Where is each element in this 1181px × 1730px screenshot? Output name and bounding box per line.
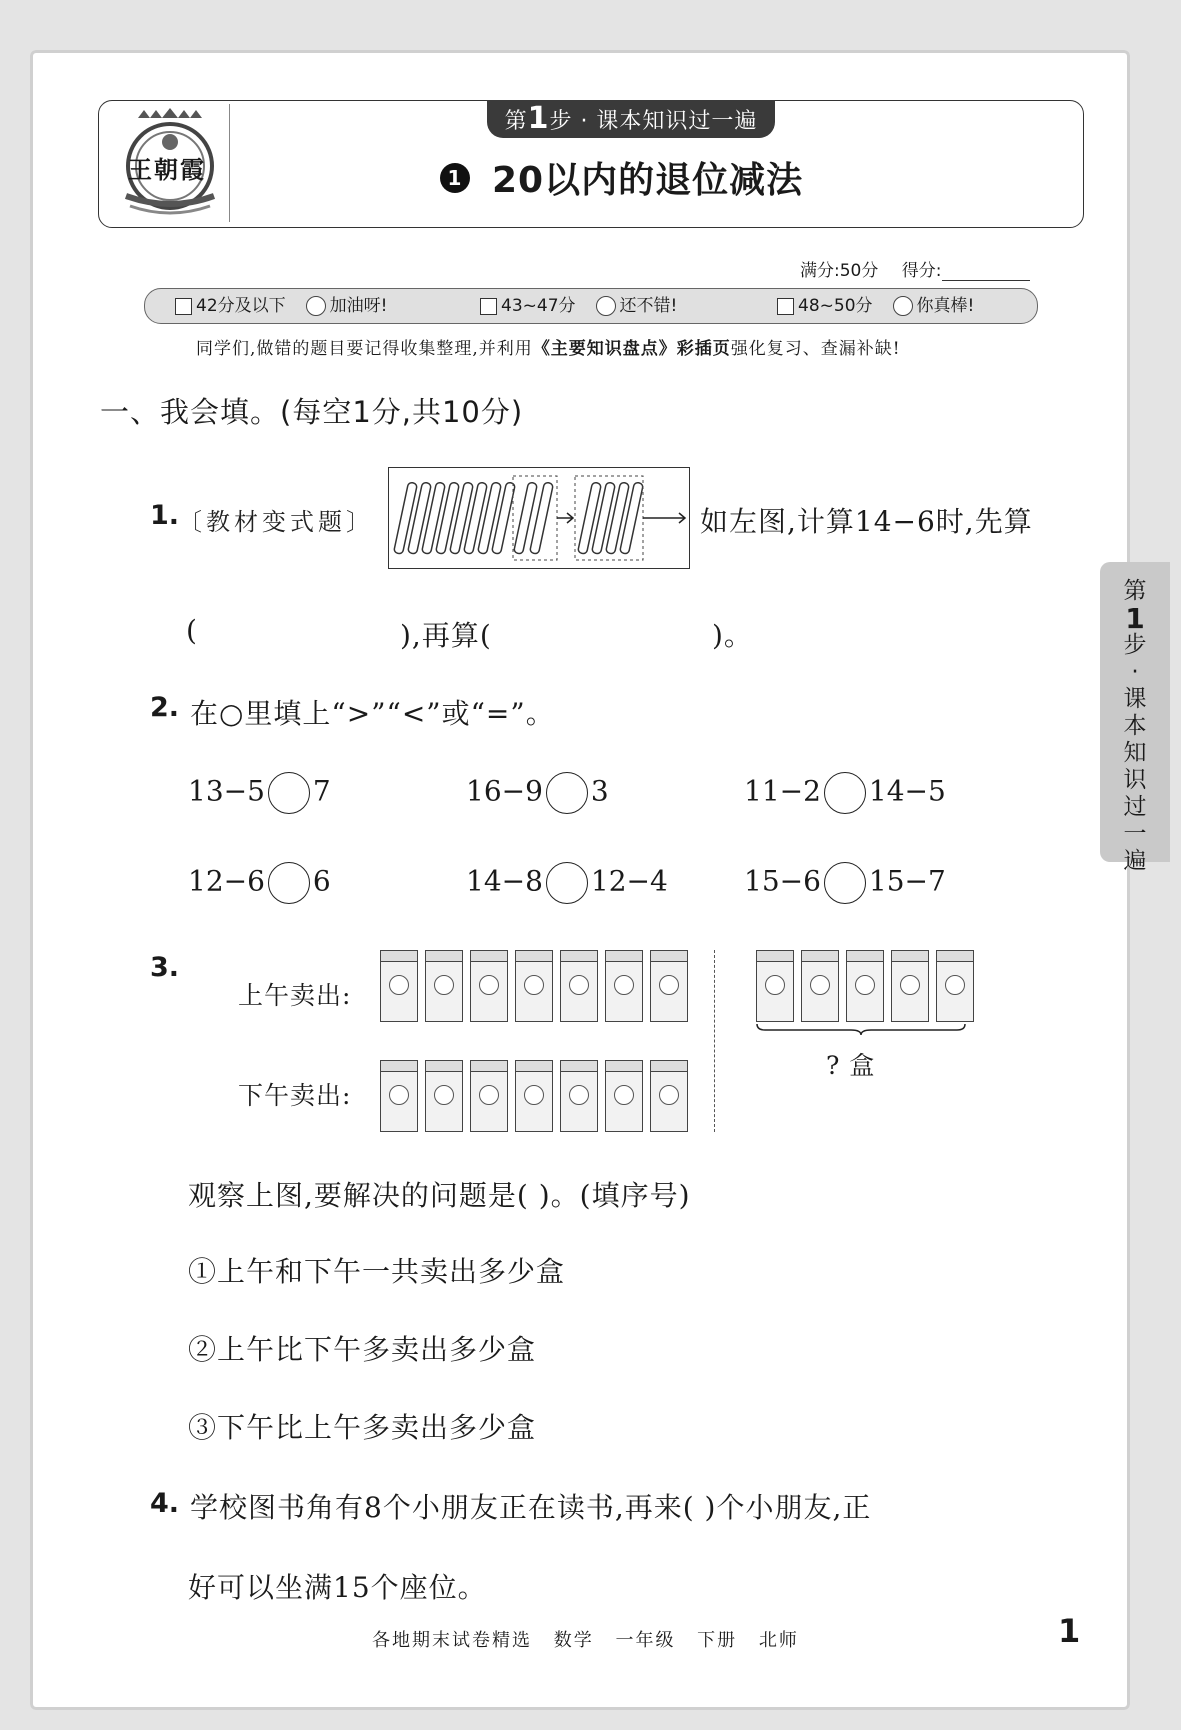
title-text: 20以内的退位减法: [492, 160, 804, 201]
q1-number: 1.: [150, 500, 180, 531]
notice-post: 强化复习、查漏补缺!: [730, 339, 901, 359]
answer-circle[interactable]: [824, 772, 866, 814]
straws-figure: [388, 467, 690, 569]
q4-line2: 好可以坐满15个座位。: [188, 1571, 487, 1604]
compare-left: 11−2: [744, 774, 821, 808]
smiley-icon: [893, 296, 913, 316]
afternoon-milk-row: [380, 1060, 688, 1132]
grade-praise: 你真棒!: [916, 296, 975, 316]
compare-item: [744, 862, 946, 904]
compare-item: [466, 772, 609, 814]
afternoon-label: 下午卖出:: [238, 1081, 352, 1110]
answer-circle[interactable]: [268, 862, 310, 904]
compare-right: 12−4: [590, 864, 668, 898]
unknown-count-label: ? 盒: [826, 1051, 876, 1080]
milk-carton-icon: [515, 950, 553, 1022]
answer-circle[interactable]: [546, 772, 588, 814]
side-tab-char: 1: [1125, 602, 1145, 635]
q2-number: 2.: [150, 692, 180, 723]
grade-band: [144, 288, 1038, 324]
answer-circle[interactable]: [824, 862, 866, 904]
side-tab-char: 知: [1123, 740, 1147, 766]
grade-label: 43~47分: [501, 296, 576, 316]
step-suffix: 步 · 课本知识过一遍: [549, 109, 758, 134]
notice-pre: 同学们,做错的题目要记得收集整理,并利用: [196, 339, 533, 359]
brace-icon: [755, 1022, 967, 1036]
grade-label: 48~50分: [798, 296, 873, 316]
q1-blank-close: )。: [712, 619, 753, 652]
grade-label: 42分及以下: [196, 296, 286, 316]
logo-text: 王朝霞: [128, 155, 206, 184]
side-tab-char: 一: [1123, 821, 1147, 847]
answer-circle[interactable]: [546, 862, 588, 904]
unit-badge: 1: [440, 163, 470, 193]
compare-right: 7: [312, 774, 331, 808]
q2-text: 在○里填上“>”“<”或“=”。: [190, 697, 555, 730]
checkbox-icon[interactable]: [480, 298, 497, 315]
compare-left: 14−8: [466, 864, 543, 898]
step-tab: [487, 100, 775, 138]
compare-left: 15−6: [744, 864, 821, 898]
milk-carton-icon: [470, 1060, 508, 1132]
smiley-icon: [306, 296, 326, 316]
milk-carton-icon: [560, 1060, 598, 1132]
notice-bold: 《主要知识盘点》彩插页: [532, 339, 731, 359]
page-number: 1: [1058, 1612, 1081, 1650]
page-title: [440, 152, 803, 203]
milk-carton-icon: [605, 950, 643, 1022]
grade-seg-3: [777, 289, 974, 323]
compare-item: [466, 862, 668, 904]
milk-carton-icon: [380, 950, 418, 1022]
score-label: 得分:: [901, 261, 942, 281]
q1-tag: 〔教材变式题〕: [178, 508, 374, 536]
section-title: 一、我会填。(每空1分,共10分): [100, 395, 524, 429]
q1-blank-open: (: [186, 614, 198, 647]
compare-item: [188, 772, 331, 814]
checkbox-icon[interactable]: [777, 298, 794, 315]
notice: [196, 334, 901, 359]
grade-seg-1: [175, 289, 387, 323]
morning-label: 上午卖出:: [238, 981, 352, 1010]
compare-left: 16−9: [466, 774, 543, 808]
milk-carton-icon: [380, 1060, 418, 1132]
morning-milk-row: [380, 950, 688, 1022]
score-line: [800, 256, 1030, 281]
side-tab-char: 过: [1123, 794, 1147, 820]
q3-question: 观察上图,要解决的问题是( )。(填序号): [188, 1179, 691, 1212]
milk-carton-icon: [936, 950, 974, 1022]
milk-carton-icon: [560, 950, 598, 1022]
compare-right: 3: [590, 774, 609, 808]
q1-text: 如左图,计算14−6时,先算: [700, 505, 1033, 538]
milk-carton-icon: [756, 950, 794, 1022]
step-number: 1: [527, 101, 550, 136]
grade-seg-2: [480, 289, 677, 323]
logo-divider: [229, 104, 230, 222]
compare-right: 15−7: [868, 864, 946, 898]
milk-carton-icon: [846, 950, 884, 1022]
milk-carton-icon: [650, 950, 688, 1022]
q3-option-1: ①上午和下午一共卖出多少盒: [188, 1255, 566, 1288]
right-milk-row: [756, 950, 974, 1022]
compare-right: 6: [312, 864, 331, 898]
milk-carton-icon: [425, 950, 463, 1022]
full-score: 满分:50分: [800, 261, 879, 281]
q4-number: 4.: [150, 1488, 180, 1519]
answer-circle[interactable]: [268, 772, 310, 814]
side-tab-char: 本: [1123, 713, 1147, 739]
dashed-divider: [714, 950, 715, 1132]
milk-carton-icon: [891, 950, 929, 1022]
q4-line1: 学校图书角有8个小朋友正在读书,再来( )个小朋友,正: [190, 1491, 872, 1524]
compare-item: [744, 772, 946, 814]
q3-option-3: ③下午比上午多卖出多少盒: [188, 1411, 537, 1444]
q1-blank-mid: ),再算(: [400, 619, 492, 652]
side-tab-char: 课: [1123, 686, 1147, 712]
milk-carton-icon: [801, 950, 839, 1022]
grade-praise: 加油呀!: [329, 296, 388, 316]
side-tab-char: 识: [1123, 767, 1147, 793]
score-blank[interactable]: [942, 262, 1030, 281]
compare-right: 14−5: [868, 774, 946, 808]
side-tab-char: 遍: [1123, 848, 1147, 874]
footer-text: 各地期末试卷精选 数学 一年级 下册 北师: [372, 1630, 799, 1651]
compare-left: 12−6: [188, 864, 265, 898]
step-prefix: 第: [504, 109, 528, 134]
compare-item: [188, 862, 331, 904]
milk-carton-icon: [515, 1060, 553, 1132]
side-step-tab[interactable]: [1100, 562, 1170, 874]
checkbox-icon[interactable]: [175, 298, 192, 315]
q3-option-2: ②上午比下午多卖出多少盒: [188, 1333, 537, 1366]
compare-left: 13−5: [188, 774, 265, 808]
milk-carton-icon: [605, 1060, 643, 1132]
smiley-icon: [596, 296, 616, 316]
milk-carton-icon: [470, 950, 508, 1022]
milk-carton-icon: [425, 1060, 463, 1132]
milk-carton-icon: [650, 1060, 688, 1132]
side-tab-char: 第: [1123, 578, 1147, 604]
side-tab-char: 步: [1123, 632, 1147, 658]
q3-number: 3.: [150, 952, 180, 983]
grade-praise: 还不错!: [619, 296, 678, 316]
side-tab-char: ·: [1131, 659, 1139, 685]
